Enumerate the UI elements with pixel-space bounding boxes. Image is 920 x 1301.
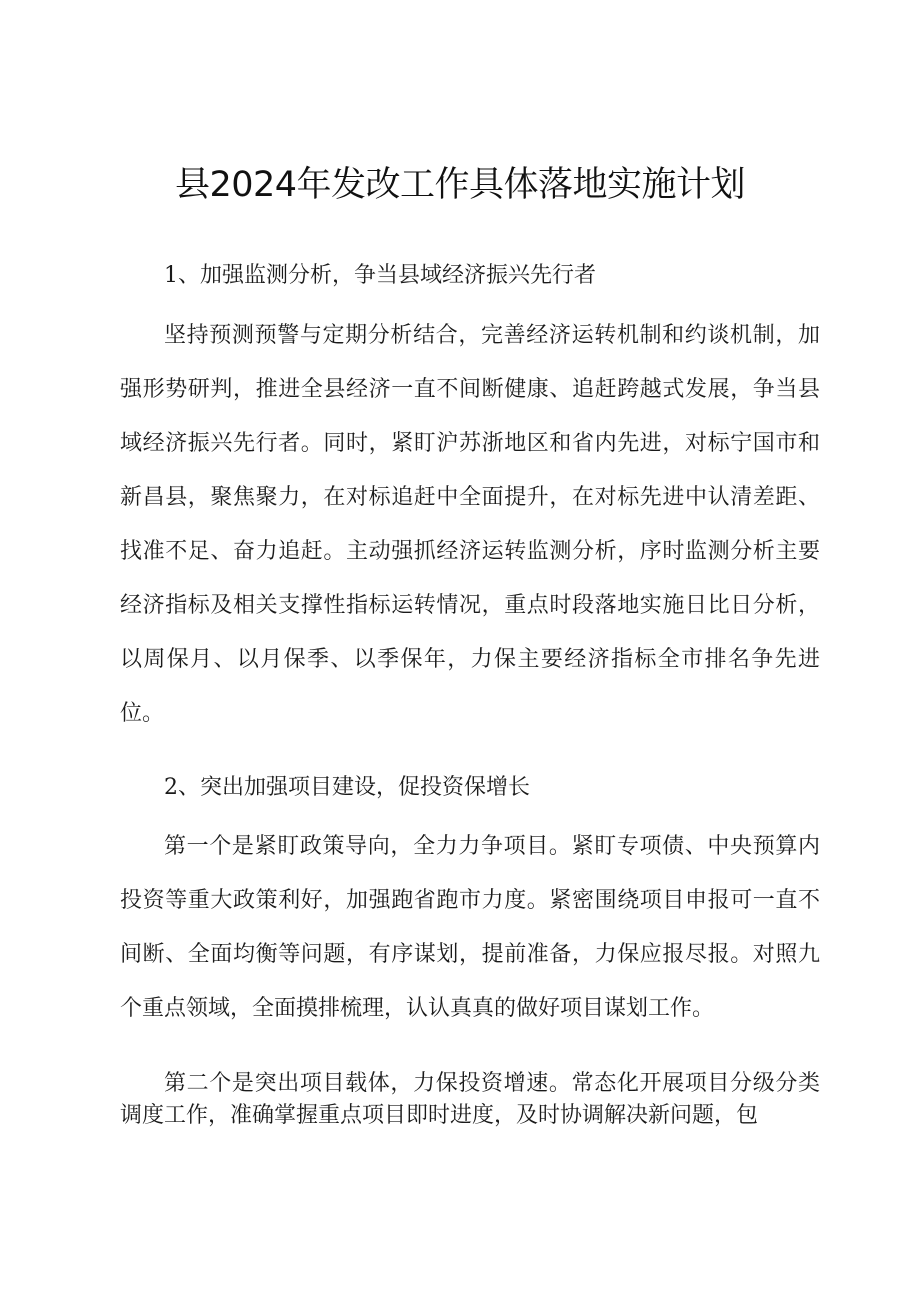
section-heading-1: 1、加强监测分析，争当县域经济振兴先行者 bbox=[164, 263, 596, 288]
section-1-paragraph: 坚持预测预警与定期分析结合，完善经济运转机制和约谈机制，加强形势研判，推进全县经济一直不间断健康、追赶跨越式发展，争当县域经济振兴先行者。同时，紧盯沪苏浙地区和省内先进，对标宁国市和新昌县，聚焦聚力，在对标追赶中全面提升，在对标先进中认清差距、找准不足、奋力追赶。主动强抓经济运转监测分析，序时监测分析主要经济指标及相关支撑性指标运转情况，重点时段落地实施日比日分析，以周保月、以月保季、以季保年，力保主要经济指标全市排名争先进位。 bbox=[120, 323, 820, 726]
section-2-paragraph-1: 第一个是紧盯政策导向，全力力争项目。紧盯专项债、中央预算内投资等重大政策利好，加强跑省跑市力度。紧密围绕项目申报可一直不间断、全面均衡等问题，有序谋划，提前准备，力保应报尽报。对照九个重点领域，全面摸排梳理，认认真真的做好项目谋划工作。 bbox=[120, 834, 820, 1021]
document-title: 县2024年发改工作具体落地实施计划 bbox=[174, 165, 746, 205]
section-heading-2: 2、突出加强项目建设，促投资保增长 bbox=[164, 775, 530, 800]
section-2-paragraph-2: 第二个是突出项目载体，力保投资增速。常态化开展项目分级分类调度工作，准确掌握重点项目即时进度，及时协调解决新问题，包 bbox=[120, 1071, 820, 1128]
